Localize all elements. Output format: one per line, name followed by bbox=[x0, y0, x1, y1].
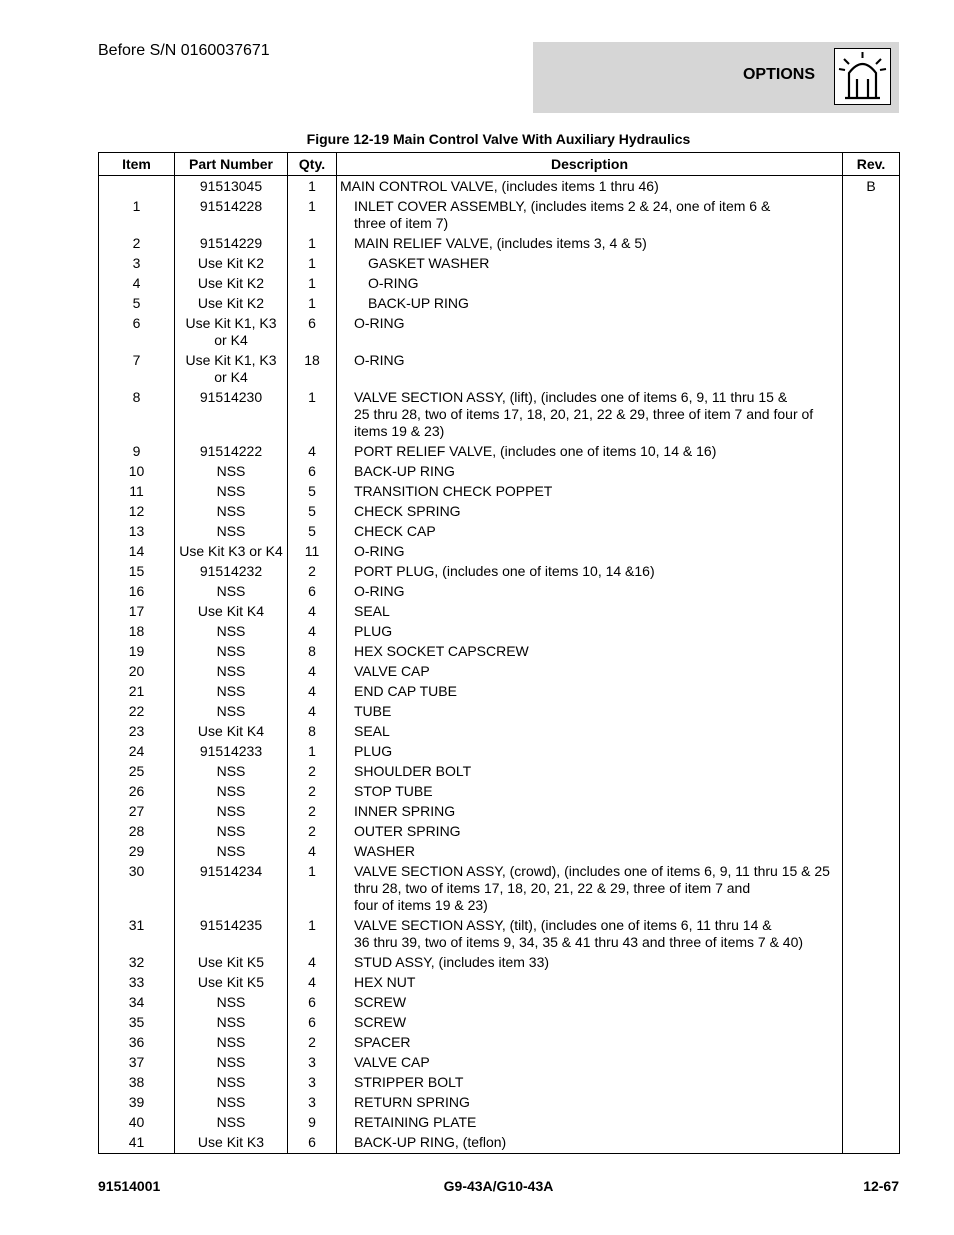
item-cell: 38 bbox=[99, 1073, 175, 1093]
description-cell: VALVE SECTION ASSY, (crowd), (includes one of items 6, 9, 11 thru 15 & 25 thru 28, two of items 17, 18, 20, 21, 22 & 29, three of item 7 and four of items 19 & 23) bbox=[337, 862, 843, 916]
rev-cell bbox=[843, 973, 900, 993]
item-cell: 4 bbox=[99, 274, 175, 294]
qty-cell: 1 bbox=[288, 294, 337, 314]
description-cell: PLUG bbox=[337, 742, 843, 762]
part-number-cell: NSS bbox=[175, 1113, 288, 1133]
description-cell: BACK-UP RING, (teflon) bbox=[337, 1133, 843, 1154]
item-cell: 36 bbox=[99, 1033, 175, 1053]
serial-number-note: Before S/N 0160037671 bbox=[98, 42, 270, 59]
qty-cell: 2 bbox=[288, 562, 337, 582]
table-row bbox=[99, 762, 900, 782]
part-number-cell: Use Kit K4 bbox=[175, 722, 288, 742]
table-row bbox=[99, 802, 900, 822]
item-cell: 41 bbox=[99, 1133, 175, 1154]
qty-cell: 9 bbox=[288, 1113, 337, 1133]
item-cell: 27 bbox=[99, 802, 175, 822]
description-cell: SCREW bbox=[337, 1013, 843, 1033]
rev-cell bbox=[843, 742, 900, 762]
rev-cell bbox=[843, 351, 900, 388]
qty-cell: 6 bbox=[288, 582, 337, 602]
rev-cell bbox=[843, 1073, 900, 1093]
rev-cell bbox=[843, 622, 900, 642]
description-cell: VALVE CAP bbox=[337, 1053, 843, 1073]
part-number-cell: Use Kit K2 bbox=[175, 294, 288, 314]
item-cell: 35 bbox=[99, 1013, 175, 1033]
description-cell: BACK-UP RING bbox=[337, 462, 843, 482]
footer-manual-number: 91514001 bbox=[98, 1178, 161, 1194]
description-cell: RETURN SPRING bbox=[337, 1093, 843, 1113]
rev-cell bbox=[843, 782, 900, 802]
table-row bbox=[99, 862, 900, 916]
part-number-cell: NSS bbox=[175, 1093, 288, 1113]
rev-cell bbox=[843, 916, 900, 953]
description-cell: MAIN CONTROL VALVE, (includes items 1 thru 46) bbox=[337, 176, 843, 198]
table-row bbox=[99, 388, 900, 442]
part-number-cell: Use Kit K1, K3 or K4 bbox=[175, 314, 288, 351]
part-number-cell: NSS bbox=[175, 582, 288, 602]
description-cell: VALVE SECTION ASSY, (tilt), (includes one of items 6, 11 thru 14 & 36 thru 39, two of items 9, 34, 35 & 41 thru 43 and three of items 7 & 40) bbox=[337, 916, 843, 953]
description-cell: O-RING bbox=[337, 542, 843, 562]
item-cell: 40 bbox=[99, 1113, 175, 1133]
rev-cell bbox=[843, 1113, 900, 1133]
part-number-cell: 91514228 bbox=[175, 197, 288, 234]
table-row bbox=[99, 662, 900, 682]
description-cell: GASKET WASHER bbox=[337, 254, 843, 274]
part-number-cell: NSS bbox=[175, 762, 288, 782]
footer-model: G9-43A/G10-43A bbox=[443, 1178, 554, 1194]
qty-cell: 1 bbox=[288, 274, 337, 294]
part-number-cell: 91514234 bbox=[175, 862, 288, 916]
rev-cell bbox=[843, 862, 900, 916]
parts-table-body bbox=[99, 176, 900, 1154]
part-number-cell: NSS bbox=[175, 662, 288, 682]
part-number-cell: 91513045 bbox=[175, 176, 288, 198]
part-number-cell: 91514230 bbox=[175, 388, 288, 442]
rev-cell bbox=[843, 822, 900, 842]
description-cell: O-RING bbox=[337, 274, 843, 294]
part-number-cell: NSS bbox=[175, 482, 288, 502]
description-cell: O-RING bbox=[337, 582, 843, 602]
item-cell: 11 bbox=[99, 482, 175, 502]
table-row bbox=[99, 1013, 900, 1033]
description-cell: VALVE SECTION ASSY, (lift), (includes one of items 6, 9, 11 thru 15 & 25 thru 28, two of items 17, 18, 20, 21, 22 & 29, three of item 7 and four of items 19 & 23) bbox=[337, 388, 843, 442]
table-header-row bbox=[99, 153, 900, 176]
rev-cell bbox=[843, 642, 900, 662]
table-row bbox=[99, 722, 900, 742]
item-cell: 9 bbox=[99, 442, 175, 462]
item-cell: 8 bbox=[99, 388, 175, 442]
table-row bbox=[99, 351, 900, 388]
item-cell: 14 bbox=[99, 542, 175, 562]
qty-cell: 5 bbox=[288, 502, 337, 522]
table-row bbox=[99, 542, 900, 562]
qty-cell: 4 bbox=[288, 622, 337, 642]
table-row bbox=[99, 953, 900, 973]
rev-cell bbox=[843, 294, 900, 314]
description-cell: INNER SPRING bbox=[337, 802, 843, 822]
table-row bbox=[99, 842, 900, 862]
part-number-cell: Use Kit K4 bbox=[175, 602, 288, 622]
part-number-cell: NSS bbox=[175, 502, 288, 522]
table-row bbox=[99, 1113, 900, 1133]
part-number-cell: 91514232 bbox=[175, 562, 288, 582]
section-header-box bbox=[533, 42, 899, 113]
table-row bbox=[99, 1093, 900, 1113]
item-cell: 1 bbox=[99, 197, 175, 234]
table-row bbox=[99, 442, 900, 462]
description-cell: STOP TUBE bbox=[337, 782, 843, 802]
part-number-cell: NSS bbox=[175, 702, 288, 722]
item-cell: 2 bbox=[99, 234, 175, 254]
table-row bbox=[99, 502, 900, 522]
qty-cell: 4 bbox=[288, 842, 337, 862]
item-cell: 32 bbox=[99, 953, 175, 973]
part-number-cell: Use Kit K2 bbox=[175, 274, 288, 294]
qty-cell: 1 bbox=[288, 742, 337, 762]
part-number-cell: Use Kit K3 or K4 bbox=[175, 542, 288, 562]
table-row bbox=[99, 682, 900, 702]
rev-cell bbox=[843, 388, 900, 442]
description-cell: SCREW bbox=[337, 993, 843, 1013]
qty-cell: 5 bbox=[288, 482, 337, 502]
qty-cell: 2 bbox=[288, 802, 337, 822]
table-row bbox=[99, 1053, 900, 1073]
table-row bbox=[99, 622, 900, 642]
description-cell: HEX NUT bbox=[337, 973, 843, 993]
part-number-cell: NSS bbox=[175, 822, 288, 842]
item-cell bbox=[99, 176, 175, 198]
column-header-rev: Rev. bbox=[843, 153, 900, 176]
item-cell: 26 bbox=[99, 782, 175, 802]
table-row bbox=[99, 602, 900, 622]
qty-cell: 4 bbox=[288, 662, 337, 682]
table-row bbox=[99, 702, 900, 722]
item-cell: 21 bbox=[99, 682, 175, 702]
description-cell: O-RING bbox=[337, 351, 843, 388]
qty-cell: 3 bbox=[288, 1053, 337, 1073]
part-number-cell: 91514233 bbox=[175, 742, 288, 762]
table-row bbox=[99, 993, 900, 1013]
item-cell: 6 bbox=[99, 314, 175, 351]
part-number-cell: Use Kit K2 bbox=[175, 254, 288, 274]
part-number-cell: 91514222 bbox=[175, 442, 288, 462]
rev-cell bbox=[843, 234, 900, 254]
description-cell: PLUG bbox=[337, 622, 843, 642]
rev-cell bbox=[843, 502, 900, 522]
description-cell: PORT PLUG, (includes one of items 10, 14 &16) bbox=[337, 562, 843, 582]
item-cell: 24 bbox=[99, 742, 175, 762]
column-header-qty: Qty. bbox=[288, 153, 337, 176]
qty-cell: 4 bbox=[288, 702, 337, 722]
rev-cell: B bbox=[843, 176, 900, 198]
description-cell: RETAINING PLATE bbox=[337, 1113, 843, 1133]
qty-cell: 2 bbox=[288, 782, 337, 802]
part-number-cell: NSS bbox=[175, 993, 288, 1013]
column-header-item: Item bbox=[99, 153, 175, 176]
column-header-description: Description bbox=[337, 153, 843, 176]
description-cell: SEAL bbox=[337, 722, 843, 742]
item-cell: 30 bbox=[99, 862, 175, 916]
description-cell: SHOULDER BOLT bbox=[337, 762, 843, 782]
rev-cell bbox=[843, 682, 900, 702]
item-cell: 13 bbox=[99, 522, 175, 542]
description-cell: HEX SOCKET CAPSCREW bbox=[337, 642, 843, 662]
rev-cell bbox=[843, 602, 900, 622]
part-number-cell: NSS bbox=[175, 622, 288, 642]
description-cell: OUTER SPRING bbox=[337, 822, 843, 842]
item-cell: 5 bbox=[99, 294, 175, 314]
rev-cell bbox=[843, 562, 900, 582]
table-row bbox=[99, 582, 900, 602]
qty-cell: 11 bbox=[288, 542, 337, 562]
rev-cell bbox=[843, 582, 900, 602]
description-cell: O-RING bbox=[337, 314, 843, 351]
rev-cell bbox=[843, 274, 900, 294]
rev-cell bbox=[843, 662, 900, 682]
part-number-cell: NSS bbox=[175, 462, 288, 482]
rev-cell bbox=[843, 442, 900, 462]
item-cell: 17 bbox=[99, 602, 175, 622]
item-cell: 7 bbox=[99, 351, 175, 388]
item-cell: 29 bbox=[99, 842, 175, 862]
description-cell: PORT RELIEF VALVE, (includes one of items 10, 14 & 16) bbox=[337, 442, 843, 462]
rev-cell bbox=[843, 1013, 900, 1033]
table-row bbox=[99, 562, 900, 582]
part-number-cell: NSS bbox=[175, 1033, 288, 1053]
qty-cell: 3 bbox=[288, 1073, 337, 1093]
qty-cell: 6 bbox=[288, 462, 337, 482]
parts-table bbox=[98, 152, 900, 1154]
part-number-cell: NSS bbox=[175, 642, 288, 662]
item-cell: 18 bbox=[99, 622, 175, 642]
rev-cell bbox=[843, 542, 900, 562]
description-cell: CHECK SPRING bbox=[337, 502, 843, 522]
rev-cell bbox=[843, 1133, 900, 1154]
item-cell: 15 bbox=[99, 562, 175, 582]
description-cell: BACK-UP RING bbox=[337, 294, 843, 314]
table-row bbox=[99, 1033, 900, 1053]
footer-page-number: 12-67 bbox=[863, 1178, 899, 1194]
qty-cell: 6 bbox=[288, 993, 337, 1013]
part-number-cell: NSS bbox=[175, 782, 288, 802]
qty-cell: 6 bbox=[288, 314, 337, 351]
table-row bbox=[99, 462, 900, 482]
description-cell: TUBE bbox=[337, 702, 843, 722]
qty-cell: 1 bbox=[288, 234, 337, 254]
rev-cell bbox=[843, 314, 900, 351]
qty-cell: 1 bbox=[288, 862, 337, 916]
rev-cell bbox=[843, 802, 900, 822]
rev-cell bbox=[843, 1053, 900, 1073]
item-cell: 16 bbox=[99, 582, 175, 602]
qty-cell: 4 bbox=[288, 442, 337, 462]
description-cell: WASHER bbox=[337, 842, 843, 862]
rev-cell bbox=[843, 722, 900, 742]
rev-cell bbox=[843, 254, 900, 274]
item-cell: 23 bbox=[99, 722, 175, 742]
qty-cell: 8 bbox=[288, 642, 337, 662]
rev-cell bbox=[843, 197, 900, 234]
description-cell: MAIN RELIEF VALVE, (includes items 3, 4 & 5) bbox=[337, 234, 843, 254]
item-cell: 25 bbox=[99, 762, 175, 782]
table-row bbox=[99, 254, 900, 274]
figure-title: Figure 12-19 Main Control Valve With Auxiliary Hydraulics bbox=[306, 131, 691, 147]
description-cell: STUD ASSY, (includes item 33) bbox=[337, 953, 843, 973]
part-number-cell: Use Kit K5 bbox=[175, 973, 288, 993]
part-number-cell: NSS bbox=[175, 682, 288, 702]
qty-cell: 1 bbox=[288, 916, 337, 953]
column-header-part-number: Part Number bbox=[175, 153, 288, 176]
table-row bbox=[99, 822, 900, 842]
item-cell: 28 bbox=[99, 822, 175, 842]
part-number-cell: NSS bbox=[175, 842, 288, 862]
table-row bbox=[99, 782, 900, 802]
item-cell: 3 bbox=[99, 254, 175, 274]
table-row bbox=[99, 973, 900, 993]
table-row bbox=[99, 916, 900, 953]
rev-cell bbox=[843, 702, 900, 722]
item-cell: 33 bbox=[99, 973, 175, 993]
table-row bbox=[99, 274, 900, 294]
table-row bbox=[99, 642, 900, 662]
qty-cell: 1 bbox=[288, 197, 337, 234]
item-cell: 12 bbox=[99, 502, 175, 522]
qty-cell: 6 bbox=[288, 1013, 337, 1033]
qty-cell: 3 bbox=[288, 1093, 337, 1113]
rev-cell bbox=[843, 953, 900, 973]
item-cell: 39 bbox=[99, 1093, 175, 1113]
table-row bbox=[99, 176, 900, 198]
qty-cell: 4 bbox=[288, 953, 337, 973]
description-cell: END CAP TUBE bbox=[337, 682, 843, 702]
qty-cell: 1 bbox=[288, 176, 337, 198]
qty-cell: 2 bbox=[288, 1033, 337, 1053]
qty-cell: 4 bbox=[288, 682, 337, 702]
table-row bbox=[99, 1133, 900, 1154]
table-row bbox=[99, 522, 900, 542]
description-cell: VALVE CAP bbox=[337, 662, 843, 682]
part-number-cell: NSS bbox=[175, 1073, 288, 1093]
qty-cell: 5 bbox=[288, 522, 337, 542]
table-row bbox=[99, 294, 900, 314]
description-cell: STRIPPER BOLT bbox=[337, 1073, 843, 1093]
options-hydraulic-icon bbox=[834, 48, 891, 105]
description-cell: CHECK CAP bbox=[337, 522, 843, 542]
part-number-cell: Use Kit K3 bbox=[175, 1133, 288, 1154]
table-row bbox=[99, 742, 900, 762]
part-number-cell: NSS bbox=[175, 802, 288, 822]
qty-cell: 1 bbox=[288, 388, 337, 442]
table-row bbox=[99, 234, 900, 254]
table-row bbox=[99, 1073, 900, 1093]
item-cell: 31 bbox=[99, 916, 175, 953]
qty-cell: 1 bbox=[288, 254, 337, 274]
item-cell: 19 bbox=[99, 642, 175, 662]
rev-cell bbox=[843, 522, 900, 542]
description-cell: SEAL bbox=[337, 602, 843, 622]
qty-cell: 8 bbox=[288, 722, 337, 742]
qty-cell: 18 bbox=[288, 351, 337, 388]
item-cell: 22 bbox=[99, 702, 175, 722]
description-cell: INLET COVER ASSEMBLY, (includes items 2 & 24, one of item 6 & three of item 7) bbox=[337, 197, 843, 234]
part-number-cell: 91514229 bbox=[175, 234, 288, 254]
qty-cell: 2 bbox=[288, 822, 337, 842]
item-cell: 37 bbox=[99, 1053, 175, 1073]
part-number-cell: NSS bbox=[175, 522, 288, 542]
part-number-cell: 91514235 bbox=[175, 916, 288, 953]
qty-cell: 4 bbox=[288, 602, 337, 622]
table-row bbox=[99, 314, 900, 351]
qty-cell: 2 bbox=[288, 762, 337, 782]
rev-cell bbox=[843, 993, 900, 1013]
table-row bbox=[99, 197, 900, 234]
table-row bbox=[99, 482, 900, 502]
item-cell: 34 bbox=[99, 993, 175, 1013]
description-cell: TRANSITION CHECK POPPET bbox=[337, 482, 843, 502]
qty-cell: 4 bbox=[288, 973, 337, 993]
rev-cell bbox=[843, 762, 900, 782]
section-label: OPTIONS bbox=[742, 66, 815, 83]
description-cell: SPACER bbox=[337, 1033, 843, 1053]
part-number-cell: Use Kit K1, K3 or K4 bbox=[175, 351, 288, 388]
part-number-cell: Use Kit K5 bbox=[175, 953, 288, 973]
rev-cell bbox=[843, 462, 900, 482]
item-cell: 10 bbox=[99, 462, 175, 482]
item-cell: 20 bbox=[99, 662, 175, 682]
rev-cell bbox=[843, 482, 900, 502]
rev-cell bbox=[843, 1033, 900, 1053]
rev-cell bbox=[843, 1093, 900, 1113]
qty-cell: 6 bbox=[288, 1133, 337, 1154]
part-number-cell: NSS bbox=[175, 1053, 288, 1073]
rev-cell bbox=[843, 842, 900, 862]
part-number-cell: NSS bbox=[175, 1013, 288, 1033]
